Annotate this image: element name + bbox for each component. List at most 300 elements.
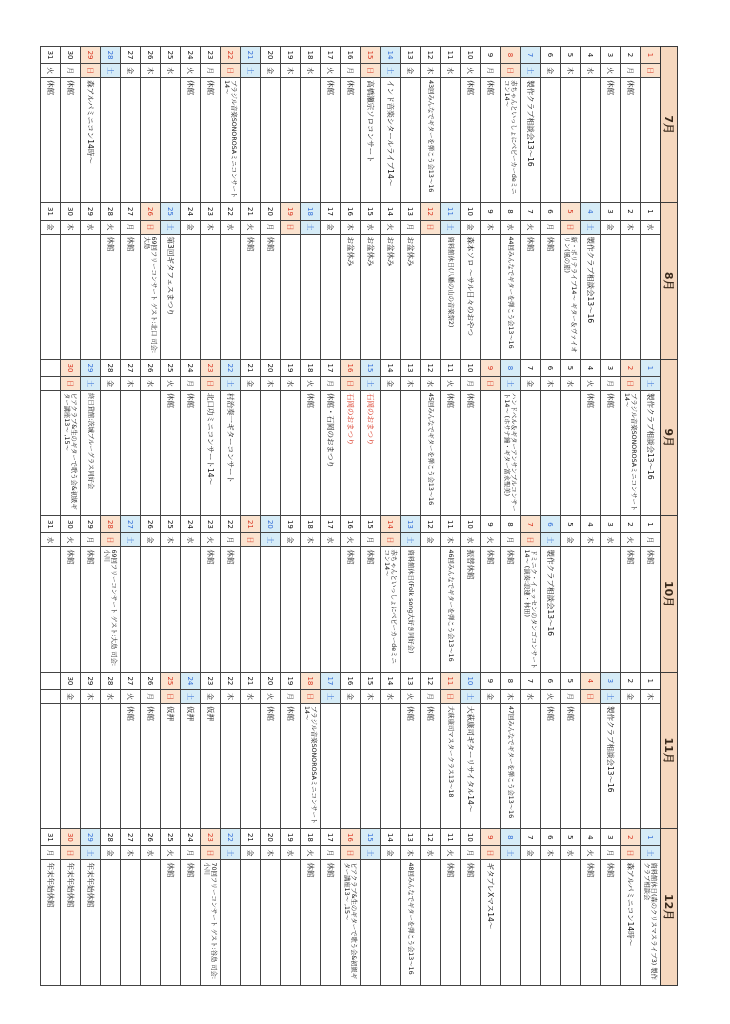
- date-cell: 17: [321, 829, 341, 846]
- weekday-cell: 木: [561, 64, 581, 78]
- weekday-cell: 木: [261, 376, 281, 390]
- weekday-cell: 水: [461, 533, 481, 547]
- event-cell: 製作クラブ相談会13～16: [641, 391, 661, 516]
- weekday-cell: 日: [501, 64, 521, 78]
- date-cell: 30: [61, 47, 81, 64]
- weekday-cell: 月: [221, 533, 241, 547]
- event-cell: [321, 547, 341, 672]
- weekday-cell: 金: [281, 533, 301, 547]
- date-cell: 31: [41, 829, 61, 846]
- date-cell: 26: [141, 203, 161, 220]
- event-cell: [161, 547, 181, 672]
- event-cell: 赤ちゃんといっしょにべビーカーdeミニコン14～: [381, 547, 401, 672]
- weekday-cell: 金: [181, 220, 201, 234]
- weekday-cell: 火: [381, 220, 401, 234]
- event-cell: 休館: [61, 78, 81, 203]
- weekday-cell: 木: [501, 689, 521, 703]
- event-cell: ブラジル音楽SONOROSAミニコンサート14～: [221, 78, 241, 203]
- date-cell: 9: [481, 829, 501, 846]
- weekday-cell: 金: [521, 376, 541, 390]
- event-cell: [641, 234, 661, 359]
- event-cell: 森アルパミニコン14時～: [621, 860, 641, 986]
- date-cell: 28: [101, 829, 121, 846]
- weekday-cell: 土: [641, 376, 661, 390]
- weekday-cell: 水: [561, 376, 581, 390]
- weekday-cell: 木: [121, 846, 141, 860]
- weekday-cell: 土: [361, 846, 381, 860]
- event-cell: 休館: [481, 547, 501, 672]
- weekday-cell: 水: [281, 376, 301, 390]
- date-cell: 3: [601, 516, 621, 533]
- event-cell: 休館: [521, 234, 541, 359]
- date-cell: 30: [61, 203, 81, 220]
- date-cell: 19: [281, 829, 301, 846]
- event-cell: 43回みんなでギターを弾こう会13～16: [421, 78, 441, 203]
- event-cell: [81, 703, 101, 828]
- event-cell: 休館: [261, 234, 281, 359]
- weekday-cell: 金: [241, 376, 261, 390]
- date-cell: 13: [401, 47, 421, 64]
- weekday-cell: 火: [161, 376, 181, 390]
- date-cell: 4: [581, 359, 601, 376]
- weekday-cell: 日: [481, 376, 501, 390]
- date-cell: 14: [381, 47, 401, 64]
- weekday-cell: 日: [61, 846, 81, 860]
- date-cell: 27: [121, 47, 141, 64]
- date-cell: 19: [281, 47, 301, 64]
- event-cell: [301, 547, 321, 672]
- event-cell: [561, 391, 581, 516]
- weekday-cell: 木: [301, 533, 321, 547]
- weekday-cell: 火: [581, 846, 601, 860]
- table-row: [201, 47, 221, 986]
- date-cell: 18: [301, 203, 321, 220]
- date-cell: 28: [101, 516, 121, 533]
- weekday-cell: 日: [101, 533, 121, 547]
- date-cell: 23: [201, 516, 221, 533]
- month-title: 8月: [661, 203, 678, 359]
- weekday-cell: 金: [481, 689, 501, 703]
- event-cell: 休館: [241, 234, 261, 359]
- weekday-cell: 土: [261, 533, 281, 547]
- weekday-cell: 土: [461, 689, 481, 703]
- weekday-cell: 月: [281, 689, 301, 703]
- event-cell: 年末年始休館: [41, 860, 61, 986]
- date-cell: 20: [261, 203, 281, 220]
- event-cell: 休館: [541, 703, 561, 828]
- event-cell: 休館: [601, 78, 621, 203]
- date-cell: 24: [181, 516, 201, 533]
- date-cell: 20: [261, 516, 281, 533]
- event-cell: 休館: [201, 78, 221, 203]
- date-cell: 22: [221, 516, 241, 533]
- weekday-cell: 水: [41, 533, 61, 547]
- weekday-cell: 火: [181, 64, 201, 78]
- event-cell: 休館: [181, 391, 201, 516]
- weekday-cell: 木: [281, 64, 301, 78]
- date-cell: 2: [621, 203, 641, 220]
- table-row: [261, 47, 281, 986]
- date-cell: 11: [441, 829, 461, 846]
- empty-cell: [41, 359, 61, 376]
- date-cell: 27: [121, 672, 141, 689]
- date-cell: 2: [621, 516, 641, 533]
- event-cell: 資料館休日(Folk song大好き同好会): [401, 547, 421, 672]
- date-cell: 11: [441, 516, 461, 533]
- date-cell: 29: [81, 203, 101, 220]
- event-cell: [321, 234, 341, 359]
- event-cell: [141, 391, 161, 516]
- date-cell: 31: [41, 203, 61, 220]
- weekday-cell: 日: [521, 533, 541, 547]
- date-cell: 7: [521, 47, 541, 64]
- date-cell: 16: [341, 516, 361, 533]
- weekday-cell: 水: [381, 689, 401, 703]
- date-cell: 24: [181, 359, 201, 376]
- weekday-cell: 木: [61, 220, 81, 234]
- event-cell: 休館: [101, 234, 121, 359]
- event-cell: 休館: [461, 860, 481, 986]
- weekday-cell: 月: [401, 220, 421, 234]
- event-cell: [301, 78, 321, 203]
- weekday-cell: 土: [541, 533, 561, 547]
- table-row: [321, 47, 341, 986]
- table-row: [121, 47, 141, 986]
- event-cell: [361, 703, 381, 828]
- date-cell: 16: [341, 203, 361, 220]
- date-cell: 4: [581, 672, 601, 689]
- event-cell: 年末年始休館: [61, 860, 81, 986]
- date-cell: 10: [461, 359, 481, 376]
- event-cell: 製作クラブ相談会13～16: [581, 234, 601, 359]
- date-cell: 3: [601, 829, 621, 846]
- date-cell: 24: [181, 47, 201, 64]
- event-cell: [61, 234, 81, 359]
- table-row: [541, 47, 561, 986]
- weekday-cell: 月: [181, 846, 201, 860]
- weekday-cell: 土: [101, 64, 121, 78]
- weekday-cell: 日: [361, 64, 381, 78]
- event-cell: [181, 547, 201, 672]
- date-cell: 12: [421, 516, 441, 533]
- month-header-row: [661, 47, 678, 986]
- event-cell: 年末年始休館: [81, 860, 101, 986]
- event-cell: [601, 547, 621, 672]
- date-cell: 19: [281, 359, 301, 376]
- date-cell: 23: [201, 672, 221, 689]
- weekday-cell: 火: [301, 846, 321, 860]
- event-cell: ピアクラブ&生のギターで歌う会&初級ギター講座13～ ,15～: [61, 391, 81, 516]
- weekday-cell: 水: [321, 533, 341, 547]
- date-cell: 30: [61, 672, 81, 689]
- weekday-cell: 火: [261, 689, 281, 703]
- date-cell: 28: [101, 47, 121, 64]
- date-cell: 16: [341, 359, 361, 376]
- weekday-cell: 金: [381, 846, 401, 860]
- table-row: [641, 47, 661, 986]
- event-cell: 休館: [441, 391, 461, 516]
- weekday-cell: 月: [601, 846, 621, 860]
- weekday-cell: 月: [621, 64, 641, 78]
- date-cell: 4: [581, 47, 601, 64]
- event-cell: [281, 547, 301, 672]
- date-cell: 26: [141, 359, 161, 376]
- event-cell: 休館: [341, 78, 361, 203]
- date-cell: 2: [621, 47, 641, 64]
- weekday-cell: 金: [401, 64, 421, 78]
- table-row: [161, 47, 181, 986]
- event-cell: 休館: [501, 547, 521, 672]
- weekday-cell: 金: [141, 533, 161, 547]
- date-cell: 25: [161, 672, 181, 689]
- weekday-cell: 金: [41, 220, 61, 234]
- date-cell: 1: [641, 829, 661, 846]
- table-row: [401, 47, 421, 986]
- weekday-cell: 木: [581, 533, 601, 547]
- empty-cell: [41, 376, 61, 390]
- event-cell: 69回フリーコンサート ゲスト:大島 司会:小川: [101, 547, 121, 672]
- event-cell: [561, 547, 581, 672]
- date-cell: 9: [481, 672, 501, 689]
- weekday-cell: 土: [521, 64, 541, 78]
- event-cell: 休館: [461, 78, 481, 203]
- table-row: [501, 47, 521, 986]
- weekday-cell: 日: [581, 689, 601, 703]
- event-cell: 休館: [341, 547, 361, 672]
- date-cell: 11: [441, 47, 461, 64]
- event-cell: 休館: [601, 860, 621, 986]
- date-cell: 13: [401, 516, 421, 533]
- event-cell: [241, 391, 261, 516]
- date-cell: 22: [221, 672, 241, 689]
- date-cell: 23: [201, 47, 221, 64]
- weekday-cell: 月: [541, 220, 561, 234]
- weekday-cell: 金: [521, 846, 541, 860]
- date-cell: 19: [281, 203, 301, 220]
- date-cell: 7: [521, 359, 541, 376]
- event-cell: お盆休み: [381, 234, 401, 359]
- date-cell: 3: [601, 47, 621, 64]
- weekday-cell: 月: [121, 220, 141, 234]
- date-cell: 10: [461, 203, 481, 220]
- event-cell: 製作クラブ相談会13～16: [521, 78, 541, 203]
- event-cell: [101, 78, 121, 203]
- event-cell: 休館: [641, 547, 661, 672]
- date-cell: 18: [301, 829, 321, 846]
- date-cell: 4: [581, 829, 601, 846]
- weekday-cell: 月: [261, 220, 281, 234]
- month-title: 10月: [661, 516, 678, 672]
- event-cell: [481, 234, 501, 359]
- event-cell: 森本ソロ ～サル日々のおやつ: [461, 234, 481, 359]
- weekday-cell: 金: [341, 689, 361, 703]
- weekday-cell: 月: [341, 64, 361, 78]
- event-cell: [241, 78, 261, 203]
- date-cell: 12: [421, 203, 441, 220]
- event-cell: [141, 860, 161, 986]
- event-cell: 仮押: [181, 703, 201, 828]
- event-cell: 休館: [201, 547, 221, 672]
- weekday-cell: 火: [481, 533, 501, 547]
- date-cell: 20: [261, 359, 281, 376]
- event-cell: [561, 78, 581, 203]
- date-cell: 6: [541, 47, 561, 64]
- date-cell: 17: [321, 359, 341, 376]
- event-cell: [261, 391, 281, 516]
- weekday-cell: 日: [161, 689, 181, 703]
- weekday-cell: 火: [301, 376, 321, 390]
- weekday-cell: 水: [421, 846, 441, 860]
- date-cell: 18: [301, 672, 321, 689]
- weekday-cell: 日: [201, 846, 221, 860]
- empty-cell: [41, 689, 61, 703]
- table-row: [281, 47, 301, 986]
- date-cell: 6: [541, 829, 561, 846]
- event-cell: 45回みんなでギターを弾こう会13～16: [421, 391, 441, 516]
- weekday-cell: 火: [341, 533, 361, 547]
- date-cell: 6: [541, 359, 561, 376]
- weekday-cell: 水: [161, 64, 181, 78]
- date-cell: 20: [261, 47, 281, 64]
- event-cell: [261, 547, 281, 672]
- date-cell: 24: [181, 672, 201, 689]
- event-cell: [641, 78, 661, 203]
- event-cell: お盆休み: [361, 234, 381, 359]
- weekday-cell: 金: [381, 376, 401, 390]
- weekday-cell: 日: [281, 220, 301, 234]
- event-cell: [601, 234, 621, 359]
- weekday-cell: 木: [621, 220, 641, 234]
- event-cell: 休館: [181, 78, 201, 203]
- event-cell: 北口功ミニコンサート14～: [201, 391, 221, 516]
- date-cell: 16: [341, 47, 361, 64]
- date-cell: 16: [341, 829, 361, 846]
- date-cell: 21: [241, 203, 261, 220]
- table-row: [581, 47, 601, 986]
- weekday-cell: 火: [521, 220, 541, 234]
- weekday-cell: 木: [421, 64, 441, 78]
- date-cell: 21: [241, 516, 261, 533]
- event-cell: 石岡のおまつり: [341, 391, 361, 516]
- date-cell: 8: [501, 516, 521, 533]
- date-cell: 7: [521, 672, 541, 689]
- date-cell: 22: [221, 829, 241, 846]
- date-cell: 24: [181, 829, 201, 846]
- event-cell: 仮押: [201, 703, 221, 828]
- weekday-cell: 金: [101, 846, 121, 860]
- weekday-cell: 土: [381, 64, 401, 78]
- weekday-cell: 金: [261, 64, 281, 78]
- weekday-cell: 日: [61, 376, 81, 390]
- weekday-cell: 月: [501, 533, 521, 547]
- event-cell: 製作クラブ相談会13～16: [541, 547, 561, 672]
- table-row: [621, 47, 641, 986]
- weekday-cell: 土: [241, 64, 261, 78]
- table-row: [441, 47, 461, 986]
- event-cell: [541, 860, 561, 986]
- date-cell: 13: [401, 203, 421, 220]
- event-cell: ギタプレXマス14～: [481, 860, 501, 986]
- event-cell: [381, 391, 401, 516]
- date-cell: 2: [621, 672, 641, 689]
- event-cell: 休館: [441, 860, 461, 986]
- table-row: [101, 47, 121, 986]
- table-row: [181, 47, 201, 986]
- event-cell: 仮押: [161, 703, 181, 828]
- event-cell: 休館・石岡のおまつり: [321, 391, 341, 516]
- date-cell: 16: [341, 672, 361, 689]
- month-title: 12月: [661, 829, 678, 986]
- table-row: [81, 47, 101, 986]
- event-cell: [281, 234, 301, 359]
- event-cell: [241, 547, 261, 672]
- weekday-cell: 木: [401, 376, 421, 390]
- date-cell: 5: [561, 672, 581, 689]
- date-cell: 8: [501, 359, 521, 376]
- date-cell: 26: [141, 672, 161, 689]
- date-cell: 12: [421, 672, 441, 689]
- event-cell: 48回みんなでギターを弾こう会13～16: [401, 860, 421, 986]
- event-cell: [141, 78, 161, 203]
- date-cell: 25: [161, 829, 181, 846]
- date-cell: 14: [381, 359, 401, 376]
- date-cell: 18: [301, 359, 321, 376]
- weekday-cell: 月: [601, 376, 621, 390]
- event-cell: 休館: [41, 78, 61, 203]
- date-cell: 1: [641, 359, 661, 376]
- date-cell: 18: [301, 47, 321, 64]
- calendar-rotated: [46, 46, 678, 986]
- date-cell: 9: [481, 203, 501, 220]
- table-row: [461, 47, 481, 986]
- event-cell: [541, 78, 561, 203]
- event-cell: 休館: [621, 547, 641, 672]
- date-cell: 30: [61, 516, 81, 533]
- weekday-cell: 金: [241, 846, 261, 860]
- weekday-cell: 月: [461, 846, 481, 860]
- event-cell: [621, 234, 641, 359]
- weekday-cell: 木: [481, 220, 501, 234]
- event-cell: [221, 703, 241, 828]
- date-cell: 10: [461, 829, 481, 846]
- weekday-cell: 水: [101, 689, 121, 703]
- event-cell: ピアクラブ&生のギターで歌う会&初級ギター講座13～ ,15～: [341, 860, 361, 986]
- event-cell: 70回フリーコンサート ゲスト:谷島 司会:小川: [201, 860, 221, 986]
- date-cell: 25: [161, 516, 181, 533]
- event-cell: 大萩康司マスタークラス13～18: [441, 703, 461, 828]
- date-cell: 25: [161, 203, 181, 220]
- event-cell: [581, 547, 601, 672]
- event-cell: [521, 391, 541, 516]
- event-cell: 第3回ギタフェスまつり: [161, 234, 181, 359]
- weekday-cell: 月: [41, 846, 61, 860]
- event-cell: 休館: [401, 703, 421, 828]
- date-cell: 29: [81, 359, 101, 376]
- weekday-cell: 土: [81, 376, 101, 390]
- weekday-cell: 金: [421, 533, 441, 547]
- weekday-cell: 木: [541, 376, 561, 390]
- weekday-cell: 火: [161, 846, 181, 860]
- event-cell: ブラジル音楽SONOROSAミニコンサート14～: [621, 391, 641, 516]
- event-cell: 石岡のおまつり: [361, 391, 381, 516]
- weekday-cell: 水: [181, 533, 201, 547]
- month-title: 9月: [661, 359, 678, 515]
- event-cell: 赤ちゃんといっしょにべビーカーdeミニコン14～: [501, 78, 521, 203]
- weekday-cell: 火: [201, 533, 221, 547]
- weekday-cell: 水: [601, 533, 621, 547]
- date-cell: 11: [441, 672, 461, 689]
- date-cell: 17: [321, 516, 341, 533]
